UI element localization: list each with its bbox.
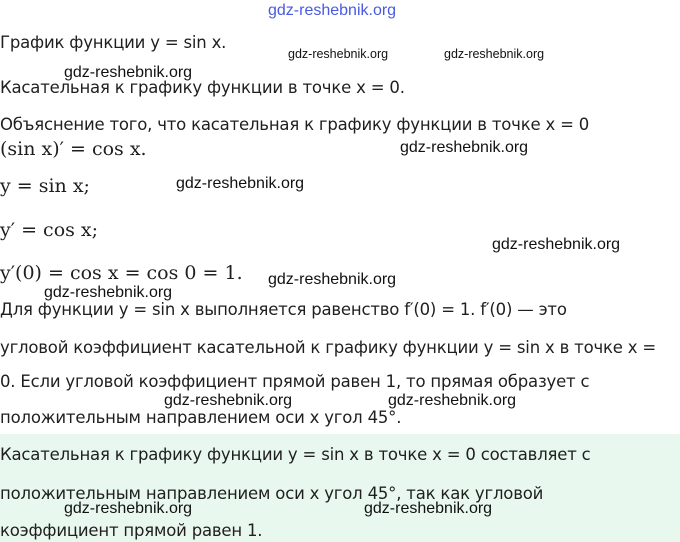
line-derivative-function: y′ = cos x; xyxy=(0,219,99,241)
line-explanation: Объяснение того, что касательная к графику функции в точке x = 0 xyxy=(0,115,590,134)
watermark: gdz-reshebnik.org xyxy=(364,500,493,517)
watermark: gdz-reshebnik.org xyxy=(44,284,173,301)
line-equality: Для функции y = sin x выполняется равенство f′(0) = 1. f′(0) — это xyxy=(0,300,567,319)
line-slope: угловой коэффициент касательной к графику функции y = sin x в точке x = xyxy=(0,338,657,357)
watermark: gdz-reshebnik.org xyxy=(64,500,193,517)
line-graph-title xyxy=(0,33,226,52)
answer-line-1: Касательная к графику функции y = sin x в точке x = 0 составляет с xyxy=(0,445,591,464)
watermark: gdz-reshebnik.org xyxy=(400,139,529,156)
text-l1: График функции y = sin x. xyxy=(0,33,227,52)
watermark-top: gdz-reshebnik.org xyxy=(268,2,397,19)
answer-line-2: положительным направлением оси x угол 45°, так как угловой xyxy=(0,484,544,503)
watermark: gdz-reshebnik.org xyxy=(492,236,621,253)
line-tangent: Касательная к графику функции в точке x = 0. xyxy=(0,78,405,97)
line-function: y = sin x; xyxy=(0,175,90,197)
answer-line-3: коэффициент прямой равен 1. xyxy=(0,521,263,540)
line-angle: положительным направлением оси x угол 45°. xyxy=(0,408,402,427)
watermark: gdz-reshebnik.org xyxy=(176,175,305,192)
watermark: gdz-reshebnik.org xyxy=(444,47,545,61)
watermark: gdz-reshebnik.org xyxy=(164,392,293,409)
watermark: gdz-reshebnik.org xyxy=(64,64,193,81)
line-condition: 0. Если угловой коэффициент прямой равен 1, то прямая образует с xyxy=(0,372,590,391)
line-derivative-at-zero: y′(0) = cos x = cos 0 = 1. xyxy=(0,262,243,284)
watermark: gdz-reshebnik.org xyxy=(388,392,517,409)
watermark: gdz-reshebnik.org xyxy=(268,271,397,288)
line-derivative: (sin x)′ = cos x. xyxy=(0,138,147,160)
watermark: gdz-reshebnik.org xyxy=(288,47,389,61)
